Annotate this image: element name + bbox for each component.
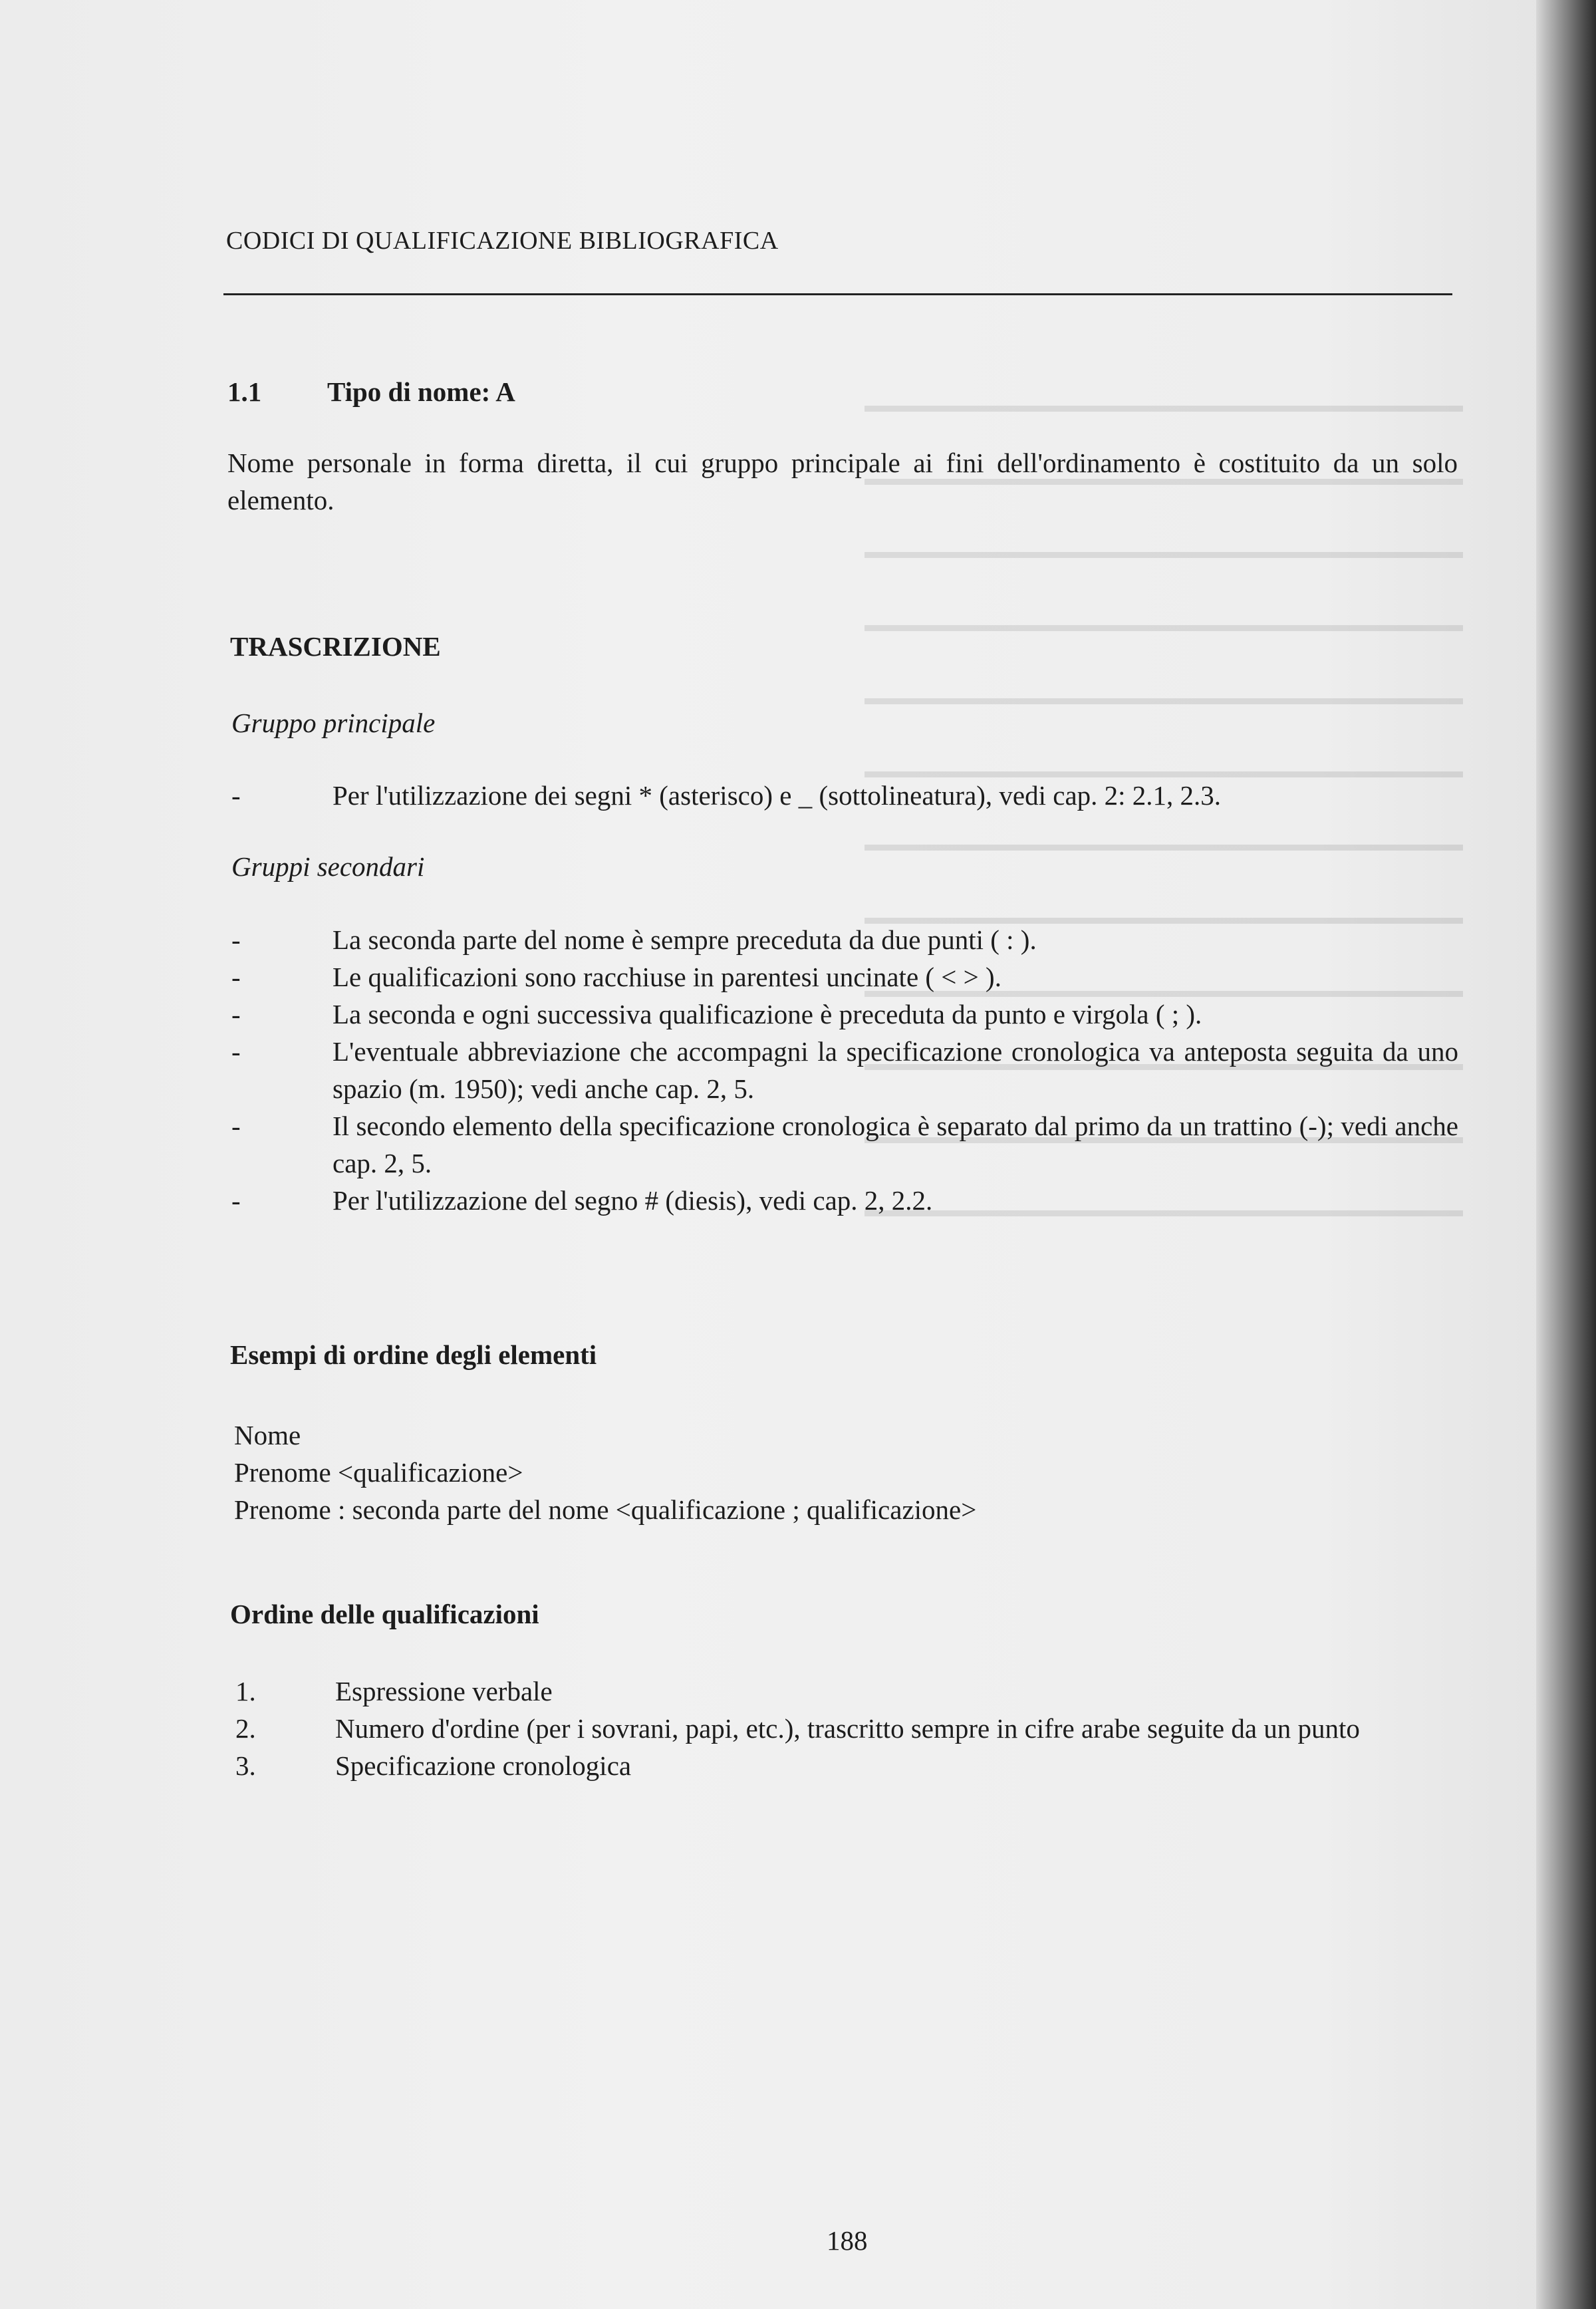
list-item-text: Il secondo elemento della specificazione cronologica è separato dal primo da un trattino (-); vedi anche cap. 2, 5.	[332, 1111, 1458, 1178]
example-line: Prenome <qualificazione>	[234, 1457, 523, 1488]
gruppo-principale-heading: Gruppo principale	[231, 708, 436, 738]
header-rule	[223, 293, 1452, 295]
list-marker: -	[231, 1185, 241, 1216]
example-line: Prenome : seconda parte del nome <qualificazione ; qualificazione>	[234, 1494, 977, 1525]
list-item-text: Numero d'ordine (per i sovrani, papi, etc.), trascritto sempre in cifre arabe seguite da un punto	[335, 1713, 1360, 1744]
trascrizione-heading: TRASCRIZIONE	[230, 631, 441, 662]
gruppo-principale-list	[231, 777, 1458, 814]
example-line: Nome	[234, 1420, 301, 1450]
list-item	[231, 958, 1458, 996]
list-item-text: Le qualificazioni sono racchiuse in parentesi uncinate ( < > ).	[332, 962, 1001, 992]
list-marker: 1.	[235, 1676, 256, 1706]
list-item	[231, 1107, 1458, 1182]
list-item-text: Per l'utilizzazione dei segni * (asterisco) e _ (sottolineatura), vedi cap. 2: 2.1, 2.3.	[332, 780, 1222, 811]
list-item	[231, 921, 1458, 958]
esempi-heading: Esempi di ordine degli elementi	[230, 1339, 597, 1370]
gruppi-secondari-list	[231, 921, 1458, 1219]
page-edge-shadow	[1536, 0, 1596, 2309]
gruppi-secondari-heading: Gruppi secondari	[231, 851, 425, 882]
list-marker: 2.	[235, 1713, 256, 1744]
list-item-text: La seconda parte del nome è sempre preceduta da due punti ( : ).	[332, 924, 1037, 955]
section-title-text: Tipo di nome: A	[327, 376, 515, 407]
list-item	[235, 1710, 1458, 1747]
list-item	[235, 1673, 1458, 1710]
list-item-text: L'eventuale abbreviazione che accompagni la specificazione cronologica va anteposta seguita da uno spazio (m. 1950); vedi anche cap. 2, 5.	[332, 1036, 1458, 1104]
list-marker: 3.	[235, 1750, 256, 1781]
list-item-text: La seconda e ogni successiva qualificazione è preceduta da punto e virgola ( ; ).	[332, 999, 1202, 1029]
list-marker: -	[231, 924, 241, 955]
section-title	[227, 376, 515, 408]
list-marker: -	[231, 780, 241, 811]
running-head: CODICI DI QUALIFICAZIONE BIBLIOGRAFICA	[226, 227, 779, 255]
list-item-text: Espressione verbale	[335, 1676, 553, 1706]
list-item	[231, 1182, 1458, 1219]
list-item-text: Per l'utilizzazione del segno # (diesis), vedi cap. 2, 2.2.	[332, 1185, 933, 1216]
ordine-list	[235, 1673, 1458, 1784]
section-number: 1.1	[227, 376, 262, 407]
page-number: 188	[827, 2225, 868, 2256]
list-item	[231, 1033, 1458, 1107]
list-item	[235, 1747, 1458, 1784]
list-item	[231, 777, 1458, 814]
ordine-heading: Ordine delle qualificazioni	[230, 1599, 539, 1629]
list-marker: -	[231, 962, 241, 992]
list-item-text: Specificazione cronologica	[335, 1750, 632, 1781]
esempi-lines	[234, 1417, 976, 1528]
intro-paragraph: Nome personale in forma diretta, il cui gruppo principale ai fini dell'ordinamento è costituito da un solo elemento.	[227, 448, 1458, 515]
list-item	[231, 996, 1458, 1033]
list-marker: -	[231, 999, 241, 1029]
list-marker: -	[231, 1036, 241, 1067]
list-marker: -	[231, 1111, 241, 1141]
